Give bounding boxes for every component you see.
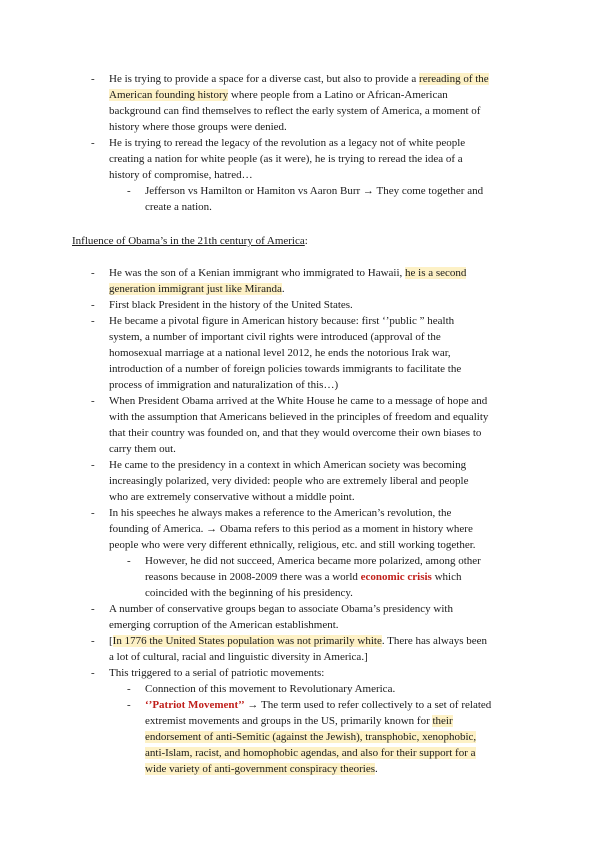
text-line: Jefferson vs Hamilton or Hamiton vs Aaron Burr → They come together and <box>145 185 484 197</box>
text-line: history where those groups were denied. <box>109 121 287 133</box>
text-line: He was the son of a Kenian immigrant who immigrated to Hawaii, he is a second <box>109 267 467 279</box>
bullet-dash: - <box>127 683 131 695</box>
bullet-dash: - <box>91 299 95 311</box>
text-line: In his speeches he always makes a reference to the American’s revolution, the <box>109 507 452 519</box>
text-line: A number of conservative groups began to associate Obama’s presidency with <box>109 603 453 615</box>
bullet-dash: - <box>91 315 95 327</box>
text-line: generation immigrant just like Miranda. <box>109 283 285 295</box>
text-line: coincided with the beginning of his presidency. <box>145 587 353 599</box>
text-line: When President Obama arrived at the White House he came to a message of hope and <box>109 395 488 407</box>
highlight: their <box>432 715 453 727</box>
bullet-dash: - <box>91 267 95 279</box>
text-line: However, he did not succeed, America became more polarized, among other <box>145 555 481 567</box>
highlight: generation immigrant just like Miranda <box>109 283 282 295</box>
bullet-dash: - <box>91 667 95 679</box>
highlight: rereading of the <box>419 73 489 85</box>
text-line <box>145 729 476 745</box>
bullet-dash: - <box>91 395 95 407</box>
bullet-dash: - <box>91 507 95 519</box>
text-line: He became a pivotal figure in American history because: first ‘’public ” health <box>109 315 455 327</box>
text-line: [In 1776 the United States population was not primarily white. There has always been <box>109 635 487 647</box>
text-line: a lot of cultural, racial and linguistic diversity in America.] <box>109 651 368 663</box>
text-line: that their country was founded on, and that they would overcome their own biases to <box>109 427 482 439</box>
bullet-dash: - <box>91 459 95 471</box>
text-line: homosexual marriage at a national level 2012, he ends the notorious Irak war, <box>109 347 451 359</box>
text-line: wide variety of anti-government conspiracy theories. <box>145 763 378 775</box>
text-line: background can find themselves to reflect the early system of America, a moment of <box>109 105 481 117</box>
bullet-dash: - <box>91 635 95 647</box>
bullet-dash: - <box>91 73 95 85</box>
highlight: anti-Islam, racist, and homophobic agendas, and also for their support for a <box>145 747 476 759</box>
text-line: ‘’Patriot Movement’’ → The term used to refer collectively to a set of related <box>145 699 492 711</box>
text-line: who are extremely conservative without a middle point. <box>109 491 355 503</box>
text-line: create a nation. <box>145 201 212 213</box>
bullet-dash: - <box>91 137 95 149</box>
text-line: founding of America. → Obama refers to this period as a moment in history where <box>109 523 473 535</box>
text-line: He came to the presidency in a context in which American society was becoming <box>109 459 467 471</box>
text-line: introduction of a number of foreign policies towards immigrants to facilitate the <box>109 363 462 375</box>
text-line: This triggered to a serial of patriotic movements: <box>109 667 325 679</box>
highlight: he is a second <box>405 267 467 279</box>
text-line: with the assumption that Americans believed in the principles of freedom and equality <box>109 411 489 423</box>
bullet-dash: - <box>127 699 131 711</box>
text-line: extremist movements and groups in the US, primarily known for their <box>145 715 453 727</box>
section-heading: Influence of Obama’s in the 21th century of America: <box>72 235 308 247</box>
text-line: He is trying to reread the legacy of the revolution as a legacy not of white people <box>109 137 466 149</box>
text-line: history of compromise, hatred… <box>109 169 253 181</box>
text-line <box>145 745 476 761</box>
highlight: wide variety of anti-government conspiracy theories <box>145 763 376 775</box>
text-line: creating a nation for white people (as it were), he is trying to reread the idea of a <box>109 153 463 165</box>
bullet-dash: - <box>91 603 95 615</box>
highlight: endorsement of anti-Semitic (against the Jewish), transphobic, xenophobic, <box>145 731 477 743</box>
text-line: First black President in the history of the United States. <box>109 299 353 311</box>
text-line: He is trying to provide a space for a diverse cast, but also to provide a rereading of the <box>109 73 489 85</box>
text-line: Connection of this movement to Revolutionary America. <box>145 683 396 695</box>
text-line: carry them out. <box>109 443 176 455</box>
highlight: In 1776 the United States population was not primarily white <box>112 635 382 647</box>
text-line: people who were very different ethnically, religious, etc. and still working together. <box>109 539 476 551</box>
text-line: system, a number of important civil rights were introduced (approval of the <box>109 331 441 343</box>
text-line: American founding history where people from a Latino or African-American <box>109 89 448 101</box>
emphasis-red: economic crisis <box>360 571 432 583</box>
bullet-dash: - <box>127 185 131 197</box>
highlight: American founding history <box>109 89 229 101</box>
text-line: process of immigration and naturalization of this…) <box>109 379 339 391</box>
emphasis-red: Patriot Movement <box>152 699 239 711</box>
text-line: increasingly polarized, very divided: people who are extremely liberal and people <box>109 475 469 487</box>
text-line: reasons because in 2008-2009 there was a world economic crisis which <box>145 571 462 583</box>
text-line: emerging corruption of the American establishment. <box>109 619 339 631</box>
bullet-dash: - <box>127 555 131 567</box>
